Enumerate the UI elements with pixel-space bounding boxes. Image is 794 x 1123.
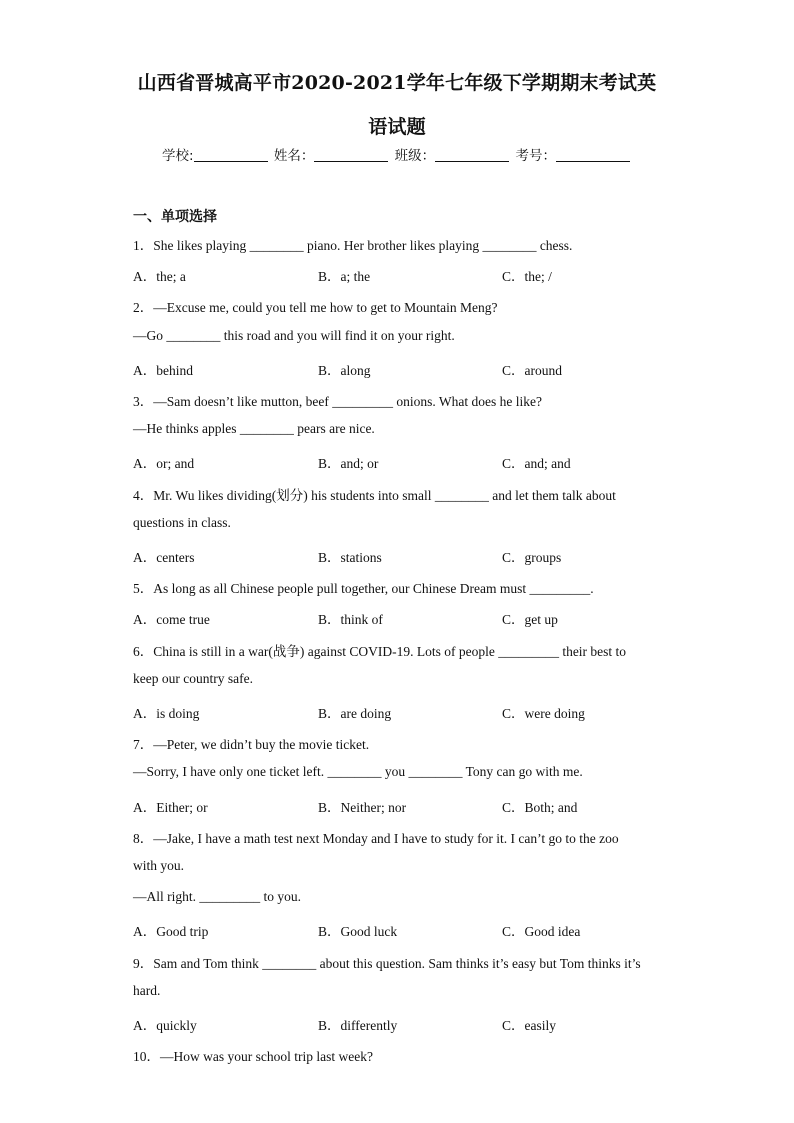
- question-8-option-c: C．Good idea: [502, 924, 581, 939]
- question-4-option-a: A．centers: [133, 550, 195, 565]
- question-2-option-a: A．behind: [133, 363, 193, 378]
- question-3-option-a: A．or; and: [133, 456, 195, 471]
- question-1-option-a: A．the; a: [133, 269, 186, 284]
- school-blank[interactable]: [194, 149, 268, 162]
- question-4-line-2: questions in class.: [133, 515, 231, 530]
- question-9-line-2: hard.: [133, 983, 161, 998]
- question-1-option-c: C．the; /: [502, 269, 552, 284]
- question-6-line-1: 6．China is still in a war(战争) against COVID-19. Lots of people _________ their best to: [133, 644, 627, 659]
- question-2-line-1: 2．—Excuse me, could you tell me how to get to Mountain Meng?: [133, 300, 498, 315]
- question-4-option-c: C．groups: [502, 550, 562, 565]
- question-7-option-a: A．Either; or: [133, 800, 208, 815]
- name-label: 姓名：: [273, 148, 315, 164]
- exam-number-blank[interactable]: [556, 149, 630, 162]
- question-6-line-2: keep our country safe.: [133, 671, 253, 686]
- question-3-line-2: —He thinks apples ________ pears are nice.: [133, 421, 375, 436]
- question-8-line-1: 8．—Jake, I have a math test next Monday and I have to study for it. I can’t go to the zoo: [133, 831, 619, 846]
- question-5-line-1: 5．As long as all Chinese people pull together, our Chinese Dream must _________.: [133, 581, 594, 596]
- section-title: 一、单项选择: [133, 209, 217, 225]
- question-8-option-a: A．Good trip: [133, 924, 209, 939]
- question-3-option-b: B．and; or: [318, 456, 379, 471]
- name-blank[interactable]: [314, 149, 388, 162]
- exam-number-label: 考号：: [515, 148, 556, 164]
- question-2-line-2: —Go ________ this road and you will find it on your right.: [133, 328, 455, 343]
- question-9-option-a: A．quickly: [133, 1018, 197, 1033]
- question-9-option-b: B．differently: [318, 1018, 398, 1033]
- question-2-option-b: B．along: [318, 363, 371, 378]
- question-9-option-c: C．easily: [502, 1018, 556, 1033]
- question-6-option-b: B．are doing: [318, 706, 392, 721]
- question-8-option-b: B．Good luck: [318, 924, 398, 939]
- question-1-option-b: B．a; the: [318, 269, 371, 284]
- question-9-line-1: 9．Sam and Tom think ________ about this question. Sam thinks it’s easy but Tom thinks it’s: [133, 956, 641, 971]
- question-8-line-3: —All right. _________ to you.: [133, 889, 301, 904]
- student-info-row: [162, 144, 632, 164]
- exam-title-line1: 山西省晋城高平市2020-2021学年七年级下学期期末考试英: [137, 72, 657, 94]
- question-4-option-b: B．stations: [318, 550, 382, 565]
- question-7-line-1: 7．—Peter, we didn’t buy the movie ticket.: [133, 737, 370, 752]
- question-4-line-1: 4．Mr. Wu likes dividing(划分) his students into small ________ and let them talk about: [133, 488, 616, 503]
- question-3-line-1: 3．—Sam doesn’t like mutton, beef _________ onions. What does he like?: [133, 394, 542, 409]
- exam-title-line2: 语试题: [368, 116, 426, 138]
- question-7-option-b: B．Neither; nor: [318, 800, 407, 815]
- question-10-line-1: 10．—How was your school trip last week?: [133, 1049, 373, 1064]
- question-5-option-c: C．get up: [502, 612, 558, 627]
- question-5-option-b: B．think of: [318, 612, 383, 627]
- question-8-line-2: with you.: [133, 858, 185, 873]
- question-2-option-c: C．around: [502, 363, 562, 378]
- question-7-line-2: —Sorry, I have only one ticket left. ________ you ________ Tony can go with me.: [133, 764, 583, 779]
- class-blank[interactable]: [435, 149, 509, 162]
- school-label: 学校:: [162, 148, 194, 164]
- question-6-option-c: C．were doing: [502, 706, 585, 721]
- class-label: 班级：: [394, 148, 436, 164]
- question-6-option-a: A．is doing: [133, 706, 200, 721]
- question-3-option-c: C．and; and: [502, 456, 571, 471]
- question-7-option-c: C．Both; and: [502, 800, 578, 815]
- question-1-line-1: 1．She likes playing ________ piano. Her brother likes playing ________ chess.: [133, 238, 573, 253]
- question-5-option-a: A．come true: [133, 612, 210, 627]
